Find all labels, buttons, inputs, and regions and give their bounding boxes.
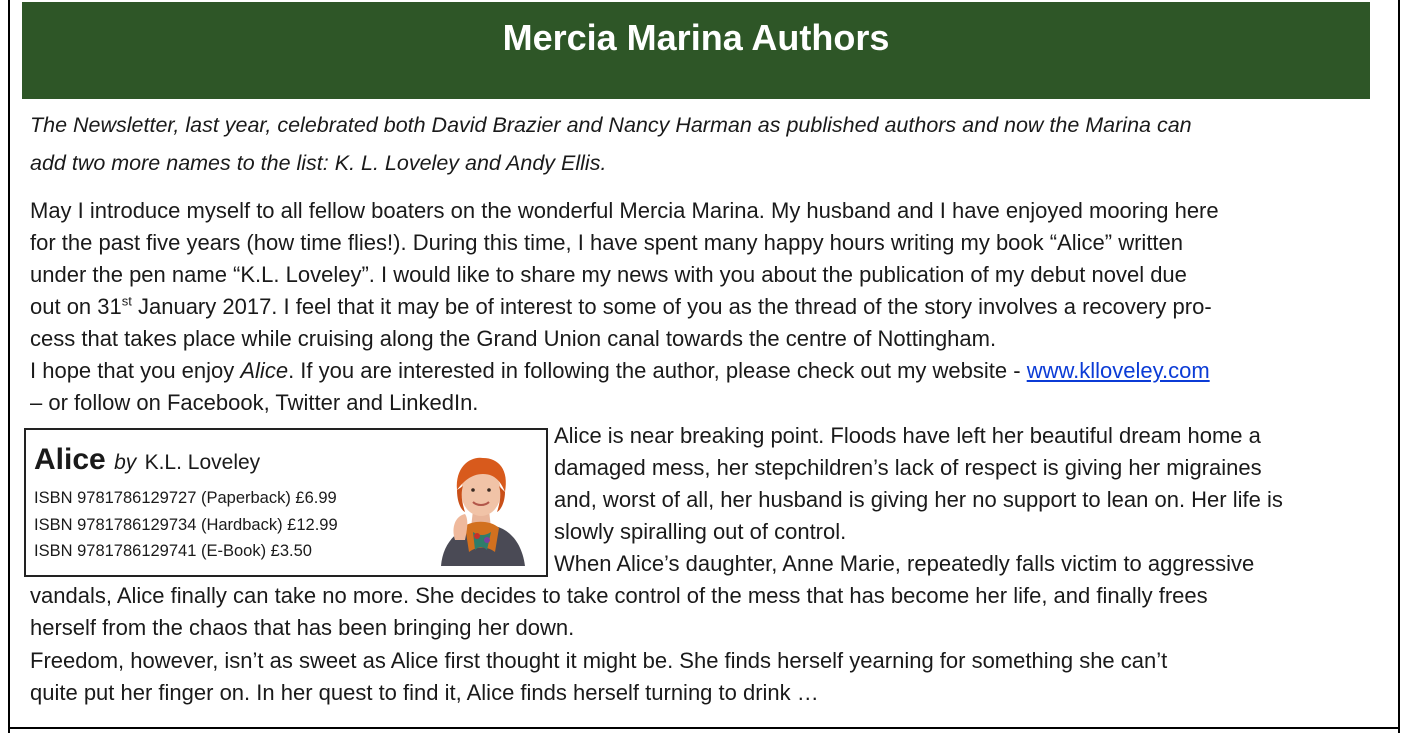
- intro-paragraph: [30, 106, 1370, 182]
- text-line: herself from the chaos that has been bringing her down.: [30, 615, 575, 640]
- text-line: May I introduce myself to all fellow boaters on the wonderful Mercia Marina. My husband and I have enjoyed mooring here: [30, 198, 1219, 223]
- author-website-link[interactable]: www.klloveley.com: [1026, 358, 1210, 383]
- text-span: . If you are interested in following the author, please check out my website -: [288, 358, 1027, 383]
- text-line: [30, 291, 1370, 323]
- text-span: out on 31: [30, 294, 122, 319]
- text-line: quite put her finger on. In her quest to find it, Alice finds herself turning to drink …: [30, 680, 819, 705]
- text-line: Alice is near breaking point. Floods have left her beautiful dream home a: [554, 423, 1261, 448]
- isbn-hardback: ISBN 9781786129734 (Hardback) £12.99: [34, 516, 338, 534]
- book-heading: [34, 440, 260, 483]
- intro-line: The Newsletter, last year, celebrated both David Brazier and Nancy Harman as published authors and now the Marina can: [30, 113, 1192, 137]
- book-title: Alice: [34, 443, 106, 476]
- ordinal-suffix: st: [121, 293, 132, 309]
- book-title-inline: Alice: [240, 358, 289, 383]
- book-blurb-right: [554, 420, 1374, 580]
- text-line: and, worst of all, her husband is giving her no support to lean on. Her life is: [554, 487, 1283, 512]
- bottom-divider: [8, 727, 1400, 729]
- book-blurb-final: [30, 645, 1370, 709]
- text-line: cess that takes place while cruising along the Grand Union canal towards the centre of Nottingham.: [30, 326, 997, 351]
- text-line: slowly spiralling out of control.: [554, 519, 847, 544]
- text-span: January 2017. I feel that it may be of interest to some of you as the thread of the story involves a recovery pro-: [131, 294, 1212, 319]
- author-photo: [421, 440, 541, 566]
- text-line: under the pen name “K.L. Loveley”. I would like to share my news with you about the publication of my debut novel due: [30, 262, 1187, 287]
- book-blurb-continued: [30, 580, 1370, 644]
- article-paragraph-1: [30, 195, 1370, 355]
- text-span: I hope that you enjoy: [30, 358, 241, 383]
- text-line: – or follow on Facebook, Twitter and LinkedIn.: [30, 390, 479, 415]
- isbn-paperback: ISBN 9781786129727 (Paperback) £6.99: [34, 489, 337, 507]
- book-author: K.L. Loveley: [144, 451, 261, 474]
- text-line: When Alice’s daughter, Anne Marie, repeatedly falls victim to aggressive: [554, 551, 1255, 576]
- text-line: Freedom, however, isn’t as sweet as Alice first thought it might be. She finds herself yearning for something she can’t: [30, 648, 1168, 673]
- book-info-box: [24, 428, 548, 577]
- isbn-ebook: ISBN 9781786129741 (E-Book) £3.50: [34, 542, 312, 560]
- text-line: [30, 355, 1370, 387]
- section-banner: [22, 2, 1370, 99]
- section-title: Mercia Marina Authors: [502, 17, 890, 58]
- text-line: damaged mess, her stepchildren’s lack of respect is giving her migraines: [554, 455, 1262, 480]
- intro-line: add two more names to the list: K. L. Loveley and Andy Ellis.: [30, 151, 607, 175]
- text-line: for the past five years (how time flies!). During this time, I have spent many happy hours writing my book “Alice” written: [30, 230, 1184, 255]
- text-line: vandals, Alice finally can take no more. She decides to take control of the mess that has become her life, and finally frees: [30, 583, 1208, 608]
- article-paragraph-2: [30, 355, 1370, 419]
- book-by: by: [114, 451, 137, 474]
